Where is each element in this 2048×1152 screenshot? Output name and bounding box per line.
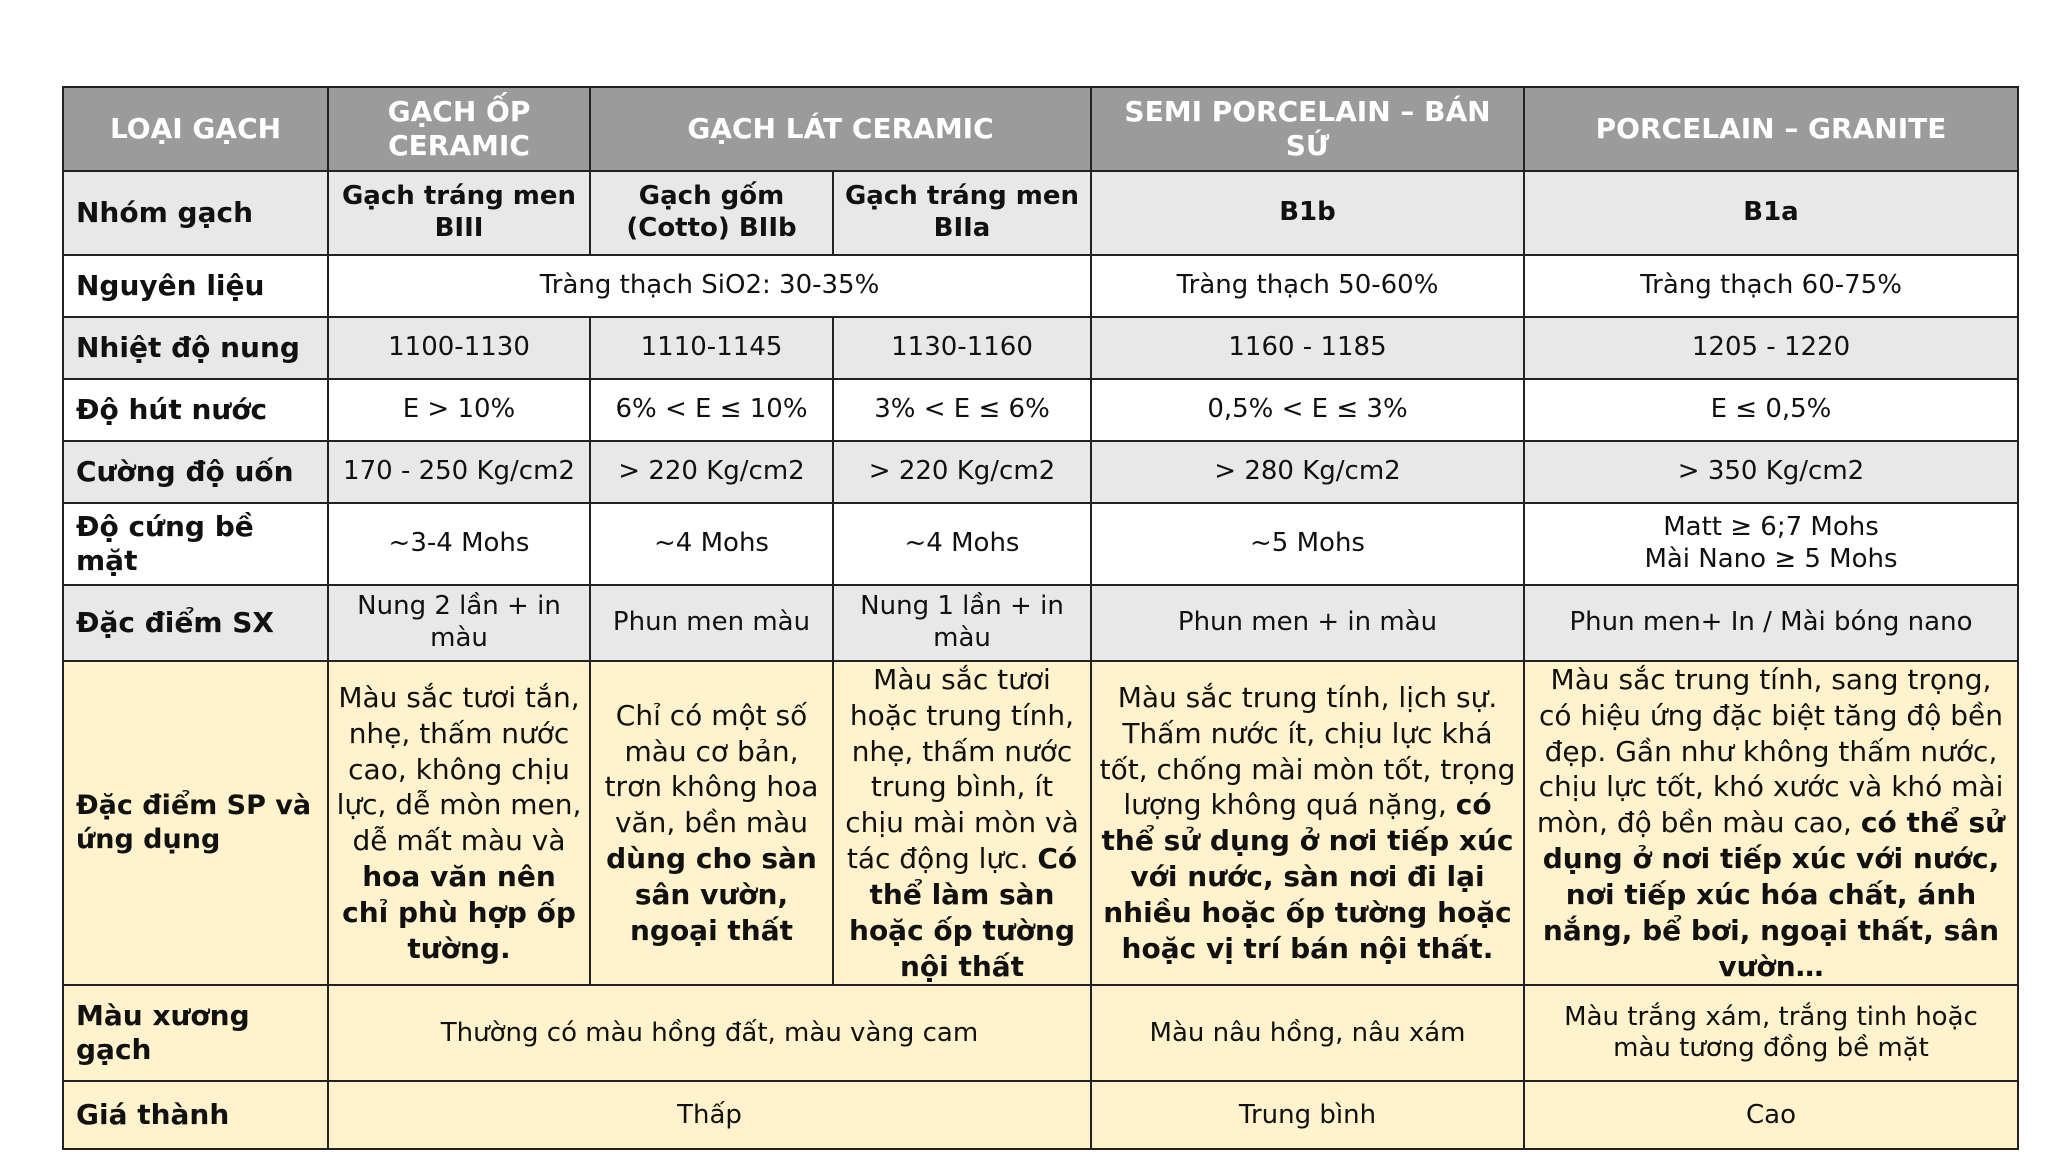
cell-description-5: Màu sắc trung tính, sang trọng, có hiệu ứng đặc biệt tăng độ bền đẹp. Gần như không thấm nước, chịu lực tốt, khó xước và khó mài mòn, độ bền màu cao, có thể sử dụng ở nơi tiếp xúc với nước, nơi tiếp xúc hóa chất, ánh nắng, bể bơi, ngoại thất, sân vườn… bbox=[1524, 661, 2018, 985]
hardness-matt: Matt ≥ 6;7 Mohs bbox=[1663, 512, 1879, 543]
cell-price-ceramic: Thấp bbox=[328, 1081, 1091, 1149]
header-row bbox=[63, 87, 2018, 171]
cell-bone-porcelain: Màu trắng xám, trắng tinh hoặc màu tương đồng bề mặt bbox=[1524, 985, 2018, 1081]
cell-description-2: Chỉ có một số màu cơ bản, trơn không hoa văn, bền màu dùng cho sàn sân vườn, ngoại thất bbox=[590, 661, 833, 985]
row-material bbox=[63, 255, 2018, 317]
cell-hardness-2: ~4 Mohs bbox=[590, 503, 833, 585]
row-description bbox=[63, 661, 2018, 985]
cell-absorption-5: E ≤ 0,5% bbox=[1524, 379, 2018, 441]
cell-bending-2: > 220 Kg/cm2 bbox=[590, 441, 833, 503]
cell-material-ceramic: Tràng thạch SiO2: 30-35% bbox=[328, 255, 1091, 317]
cell-bending-5: > 350 Kg/cm2 bbox=[1524, 441, 2018, 503]
cell-hardness-3: ~4 Mohs bbox=[833, 503, 1091, 585]
row-surface-hardness bbox=[63, 503, 2018, 585]
cell-price-semi: Trung bình bbox=[1091, 1081, 1524, 1149]
cell-bending-1: 170 - 250 Kg/cm2 bbox=[328, 441, 590, 503]
cell-price-porcelain: Cao bbox=[1524, 1081, 2018, 1149]
cell-bending-4: > 280 Kg/cm2 bbox=[1091, 441, 1524, 503]
row-bone-color bbox=[63, 985, 2018, 1081]
row-water-absorption bbox=[63, 379, 2018, 441]
cell-hardness-5 bbox=[1524, 503, 2018, 585]
cell-absorption-1: E > 10% bbox=[328, 379, 590, 441]
cell-material-semi: Tràng thạch 50-60% bbox=[1091, 255, 1524, 317]
cell-firing-1: 1100-1130 bbox=[328, 317, 590, 379]
header-semi-porcelain: SEMI PORCELAIN – BÁN SỨ bbox=[1091, 87, 1524, 171]
cell-hardness-1: ~3-4 Mohs bbox=[328, 503, 590, 585]
cell-firing-2: 1110-1145 bbox=[590, 317, 833, 379]
row-label: Nhóm gạch bbox=[63, 171, 328, 255]
cell-material-porcelain: Tràng thạch 60-75% bbox=[1524, 255, 2018, 317]
row-bending-strength bbox=[63, 441, 2018, 503]
cell-production-4: Phun men + in màu bbox=[1091, 585, 1524, 661]
cell-description-1: Màu sắc tươi tắn, nhẹ, thấm nước cao, không chịu lực, dễ mòn men, dễ mất màu và hoa văn nên chỉ phù hợp ốp tường. bbox=[328, 661, 590, 985]
hardness-nano: Mài Nano ≥ 5 Mohs bbox=[1644, 544, 1898, 574]
cell-description-3: Màu sắc tươi hoặc trung tính, nhẹ, thấm nước trung bình, ít chịu mài mòn và tác động lực. Có thể làm sàn hoặc ốp tường nội thất bbox=[833, 661, 1091, 985]
row-production bbox=[63, 585, 2018, 661]
cell-absorption-4: 0,5% < E ≤ 3% bbox=[1091, 379, 1524, 441]
cell-absorption-3: 3% < E ≤ 6% bbox=[833, 379, 1091, 441]
row-label: Độ cứng bề mặt bbox=[63, 503, 328, 585]
cell-group-b1a: B1a bbox=[1524, 171, 2018, 255]
row-price bbox=[63, 1081, 2018, 1149]
cell-firing-3: 1130-1160 bbox=[833, 317, 1091, 379]
row-label: Độ hút nước bbox=[63, 379, 328, 441]
header-ceramic-floor: GẠCH LÁT CERAMIC bbox=[590, 87, 1091, 171]
cell-group-b1b: B1b bbox=[1091, 171, 1524, 255]
cell-hardness-4: ~5 Mohs bbox=[1091, 503, 1524, 585]
cell-bone-semi: Màu nâu hồng, nâu xám bbox=[1091, 985, 1524, 1081]
cell-production-1: Nung 2 lần + in màu bbox=[328, 585, 590, 661]
cell-description-4: Màu sắc trung tính, lịch sự. Thấm nước ít, chịu lực khá tốt, chống mài mòn tốt, trọng lượng không quá nặng, có thể sử dụng ở nơi tiếp xúc với nước, sàn nơi đi lại nhiều hoặc ốp tường hoặc hoặc vị trí bán nội thất. bbox=[1091, 661, 1524, 985]
cell-bending-3: > 220 Kg/cm2 bbox=[833, 441, 1091, 503]
row-label: Nguyên liệu bbox=[63, 255, 328, 317]
cell-firing-5: 1205 - 1220 bbox=[1524, 317, 2018, 379]
cell-bone-ceramic: Thường có màu hồng đất, màu vàng cam bbox=[328, 985, 1091, 1081]
cell-absorption-2: 6% < E ≤ 10% bbox=[590, 379, 833, 441]
tile-comparison-table bbox=[62, 86, 2019, 1150]
cell-group-biia: Gạch tráng men BIIa bbox=[833, 171, 1091, 255]
row-label: Màu xương gạch bbox=[63, 985, 328, 1081]
cell-group-biii: Gạch tráng men BIII bbox=[328, 171, 590, 255]
cell-firing-4: 1160 - 1185 bbox=[1091, 317, 1524, 379]
cell-production-2: Phun men màu bbox=[590, 585, 833, 661]
cell-production-5: Phun men+ In / Mài bóng nano bbox=[1524, 585, 2018, 661]
row-label: Nhiệt độ nung bbox=[63, 317, 328, 379]
header-porcelain-granite: PORCELAIN – GRANITE bbox=[1524, 87, 2018, 171]
row-firing-temp bbox=[63, 317, 2018, 379]
row-label: Đặc điểm SP và ứng dụng bbox=[63, 661, 328, 985]
row-label: Giá thành bbox=[63, 1081, 328, 1149]
cell-production-3: Nung 1 lần + in màu bbox=[833, 585, 1091, 661]
row-label: Cường độ uốn bbox=[63, 441, 328, 503]
header-ceramic-wall: GẠCH ỐP CERAMIC bbox=[328, 87, 590, 171]
row-label: Đặc điểm SX bbox=[63, 585, 328, 661]
cell-group-biib: Gạch gốm (Cotto) BIIb bbox=[590, 171, 833, 255]
row-tile-group bbox=[63, 171, 2018, 255]
header-tile-type: LOẠI GẠCH bbox=[63, 87, 328, 171]
